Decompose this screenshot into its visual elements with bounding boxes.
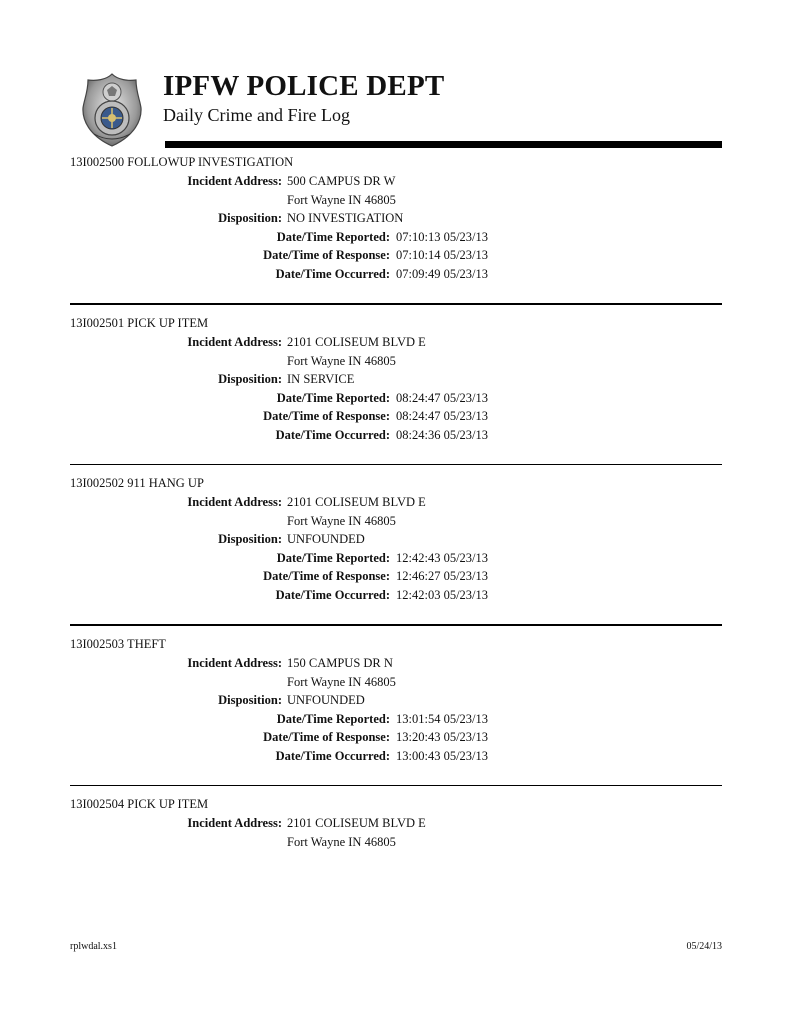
incident-title: 13I002504 PICK UP ITEM [70,797,209,811]
disposition-value: NO INVESTIGATION [287,211,404,225]
address-line2: Fort Wayne IN 46805 [287,193,396,207]
disposition-label: Disposition: [218,532,282,546]
page-title: IPFW POLICE DEPT [163,70,445,102]
disposition-value: UNFOUNDED [287,692,365,707]
reported-value: 12:42:43 05/23/13 [396,551,489,565]
response-value: 13:20:43 05/23/13 [396,729,489,744]
address-line2: Fort Wayne IN 46805 [287,674,396,689]
occurred-label: Date/Time Occurred: [275,588,390,602]
header-divider [165,141,722,148]
incident-title: 13I002502 911 HANG UP [70,476,204,490]
footer-date: 05/24/13 [686,941,722,952]
incident-entry [70,316,722,477]
occurred-label: Date/Time Occurred: [275,748,390,763]
disposition-value: UNFOUNDED [287,532,365,546]
address-line2: Fort Wayne IN 46805 [287,353,396,368]
entry-divider [70,464,722,466]
reported-label: Date/Time Reported: [276,711,390,726]
reported-label: Date/Time Reported: [276,230,390,244]
footer-report-id: rplwdal.xs1 [70,941,117,952]
occurred-label: Date/Time Occurred: [275,267,390,281]
address-label: Incident Address: [187,655,282,670]
page-subtitle: Daily Crime and Fire Log [163,105,350,125]
occurred-value: 12:42:03 05/23/13 [396,588,489,602]
incident-title: 13I002500 FOLLOWUP INVESTIGATION [70,155,294,169]
incident-entry [70,797,722,958]
disposition-label: Disposition: [218,211,282,225]
address-line1: 500 CAMPUS DR W [287,174,396,188]
response-value: 12:46:27 05/23/13 [396,569,489,583]
address-line1: 2101 COLISEUM BLVD E [287,816,426,830]
reported-value: 08:24:47 05/23/13 [396,390,489,405]
address-line2: Fort Wayne IN 46805 [287,835,396,849]
incident-log [70,155,722,958]
address-line2: Fort Wayne IN 46805 [287,514,396,528]
address-label: Incident Address: [187,334,282,349]
disposition-value: IN SERVICE [287,371,355,386]
disposition-label: Disposition: [218,692,282,707]
response-label: Date/Time of Response: [263,248,390,262]
reported-label: Date/Time Reported: [276,390,390,405]
response-label: Date/Time of Response: [263,569,390,583]
address-label: Incident Address: [187,174,282,188]
reported-value: 13:01:54 05/23/13 [396,711,489,726]
address-line1: 150 CAMPUS DR N [287,655,393,670]
occurred-value: 13:00:43 05/23/13 [396,748,489,763]
address-label: Incident Address: [187,816,282,830]
reported-label: Date/Time Reported: [276,551,390,565]
incident-entry [70,155,722,316]
entry-divider [70,624,722,626]
address-line1: 2101 COLISEUM BLVD E [287,495,426,509]
report-header [70,68,722,152]
police-badge-icon [80,72,144,148]
reported-value: 07:10:13 05/23/13 [396,230,489,244]
response-value: 07:10:14 05/23/13 [396,248,489,262]
occurred-label: Date/Time Occurred: [275,427,390,442]
address-line1: 2101 COLISEUM BLVD E [287,334,426,349]
incident-entry [70,476,722,637]
occurred-value: 08:24:36 05/23/13 [396,427,489,442]
incident-title: 13I002501 PICK UP ITEM [70,315,209,330]
occurred-value: 07:09:49 05/23/13 [396,267,489,281]
response-value: 08:24:47 05/23/13 [396,408,489,423]
address-label: Incident Address: [187,495,282,509]
entry-divider [70,303,722,305]
incident-entry [70,637,722,798]
response-label: Date/Time of Response: [263,408,390,423]
entry-divider [70,785,722,787]
incident-title: 13I002503 THEFT [70,636,166,651]
response-label: Date/Time of Response: [263,729,390,744]
disposition-label: Disposition: [218,371,282,386]
